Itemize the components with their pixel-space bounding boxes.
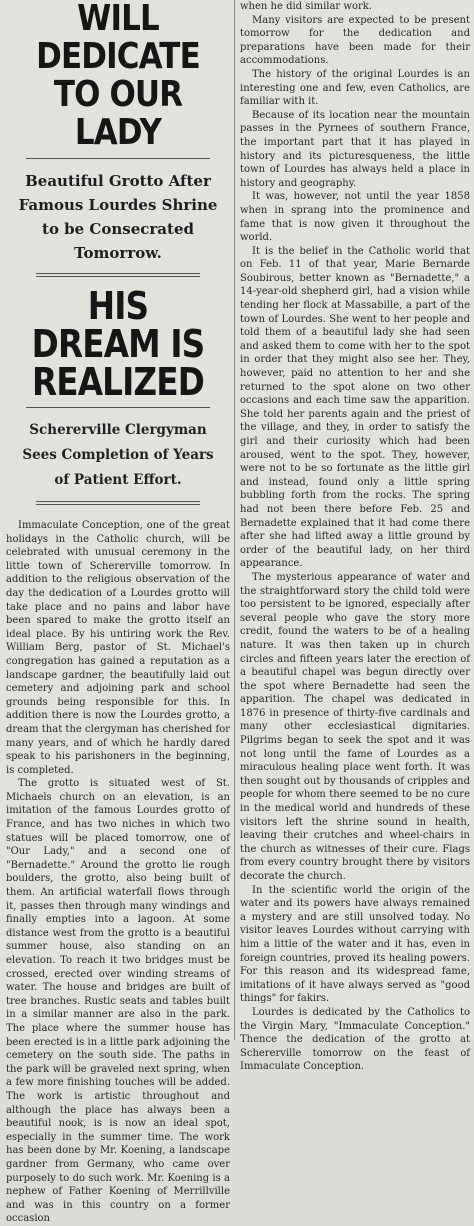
article-paragraph: The grotto is situated west of St. Michaels church on an elevation, is an imitation of the famous Lourdes grotto of France, and has two niches in which two statues will be placed tomorrow, one of "Our Lady," and a second one of "Bernadette." Around the grotto lie rough boulders, the grotto, also being built of them. An artificial waterfall flows through it, passes then through many windings and finally empties into a lagoon. At some distance west from the grotto is a beautiful summer house, also standing on an elevation. To reach it two bridges must be crossed, erected over winding streams of water. The house and bridges are built of tree branches. Rustic seats and tables built in a similar manner are also in the park. The place where the summer house has been erected is in a little park adjoining the cemetery on the south side. The paths in the park will be graveled next spring, when a few more finishing touches will be added. The work is artistic throughout and although the place has always been a beautiful nook, is is now an ideal spot, especially in the summer time. The work has been done by Mr. Koening, a landscape gardner from Germany, who came over purposely to do such work. Mr. Koening is a nephew of Father Koening of Merrillville and was in this country on a former occasion: [6, 778, 230, 1225]
left-article-body: [6, 519, 230, 1226]
left-column: [6, 0, 230, 1225]
body-rule: [36, 501, 200, 505]
article-paragraph: Because of its location near the mountain passes in the Pyrnees of southern France, the important part that it has played in history and its picturesqueness, the little town of Lourdes has always held a place in history and geography.: [240, 109, 470, 189]
headline-rule: [26, 158, 210, 159]
article-paragraph: In the scientific world the origin of the water and its powers have always remained a mystery and are still unsolved today. No visitor leaves Lourdes without carrying with him a little of the water and it has, even in foreign countries, proved its healing powers. For this reason and its widespread fame, imitations of it have always served as "good things" for fakirs.: [240, 884, 470, 1005]
article-continuation: when he did similar work.: [240, 1, 372, 12]
article-paragraph: Many visitors are expected to be present tomorrow for the dedication and preparations have been made for their accommodations.: [240, 14, 470, 67]
right-column: [240, 0, 470, 1073]
main-headline: [22, 0, 215, 152]
second-deck: Schererville Clergyman Sees Completion of Years of Patient Effort.: [22, 422, 214, 488]
first-deck: Beautiful Grotto After Famous Lourdes Shrine to be Consecrated Tomorrow.: [18, 172, 218, 262]
right-article-body: [240, 0, 470, 1074]
deck-rule: [36, 273, 200, 277]
second-headline-rule: [26, 407, 210, 408]
article-paragraph: Lourdes is dedicated by the Catholics to the Virgin Mary, "Immaculate Conception." Thence the dedication of the grotto at Schererville tomorrow on the feast of Immaculate Conception.: [240, 1006, 470, 1073]
article-paragraph: The history of the original Lourdes is an interesting one and few, even Catholics, are familiar with it.: [240, 68, 470, 108]
article-paragraph: The mysterious appearance of water and the straightforward story the child told were too persistent to be ignored, especially after several people who gave the story more credit, found the waters to be of a healing nature. It was then taken up in church circles and fifteen years later the erection of a beautiful chapel was begun directly over the spot where Bernadette had seen the apparition. The chapel was dedicated in 1876 in presence of thirty-five cardinals and many other ecclesiastical dignitaries. Pilgrims began to seek the spot and it was not long until the fame of Lourdes as a miraculous healing place went forth. It was then sought out by thousands of cripples and people for whom there seemed to be no cure in the medical world and hundreds of these visitors left the shrine sound in health, leaving their crutches and wheel-chairs in the church as witnesses of their cure. Flags from every country brought there by visitors decorate the church.: [240, 571, 470, 882]
column-divider: [234, 0, 235, 1040]
main-headline-line-1: WILL DEDICATE: [36, 0, 200, 77]
main-headline-line-2: TO OUR LADY: [53, 74, 183, 153]
second-headline: HIS DREAM IS REALIZED: [31, 284, 205, 404]
article-paragraph: It was, however, not until the year 1858 when in sprang into the prominence and fame that is now given it throughout the world.: [240, 191, 470, 244]
article-paragraph: Immaculate Conception, one of the great holidays in the Catholic church, will be celebrated with unusual ceremony in the little town of Schererville tomorrow. In addition to the religious observation of the day the dedication of a Lourdes grotto will take place and no pains and labor have been spared to make the grotto itself an ideal place. By his untiring work the Rev. William Berg, pastor of St. Michael's congregation has gained a reputation as a landscape gardner, the beautifully laid out cemetery and adjoining park and school grounds being responsible for this. In addition there is now the Lourdes grotto, a dream that the clergyman has cherished for many years, and of which he hardly dared speak to his parishoners in the beginning, is completed.: [6, 520, 230, 776]
article-paragraph: It is the belief in the Catholic world that on Feb. 11 of that year, Marie Bernarde Soubirous, better known as "Bernadette," a 14-year-old shepherd girl, had a vision while tending her flock at Massabille, a part of the town of Lourdes. She went to her people and told them of a beautiful lady she had seen and asked them to come with her to the spot in order that they might also see her. They, however, paid no attention to her and she returned to the spot alone on two other occasions and each time saw the apparition. She told her parents again and the priest of the village, and they, in order to satisfy the girl and their curiosity which had been aroused, went to the spot. They, however, were not to be so fortunate as the little girl and instead, found only a little spring bubbling forth from the rocks. The spring had not been there before Feb. 25 and Bernadette explained that it had come there after she had lifted away a little ground by order of the beautiful lady, on her third appearance.: [240, 245, 470, 570]
